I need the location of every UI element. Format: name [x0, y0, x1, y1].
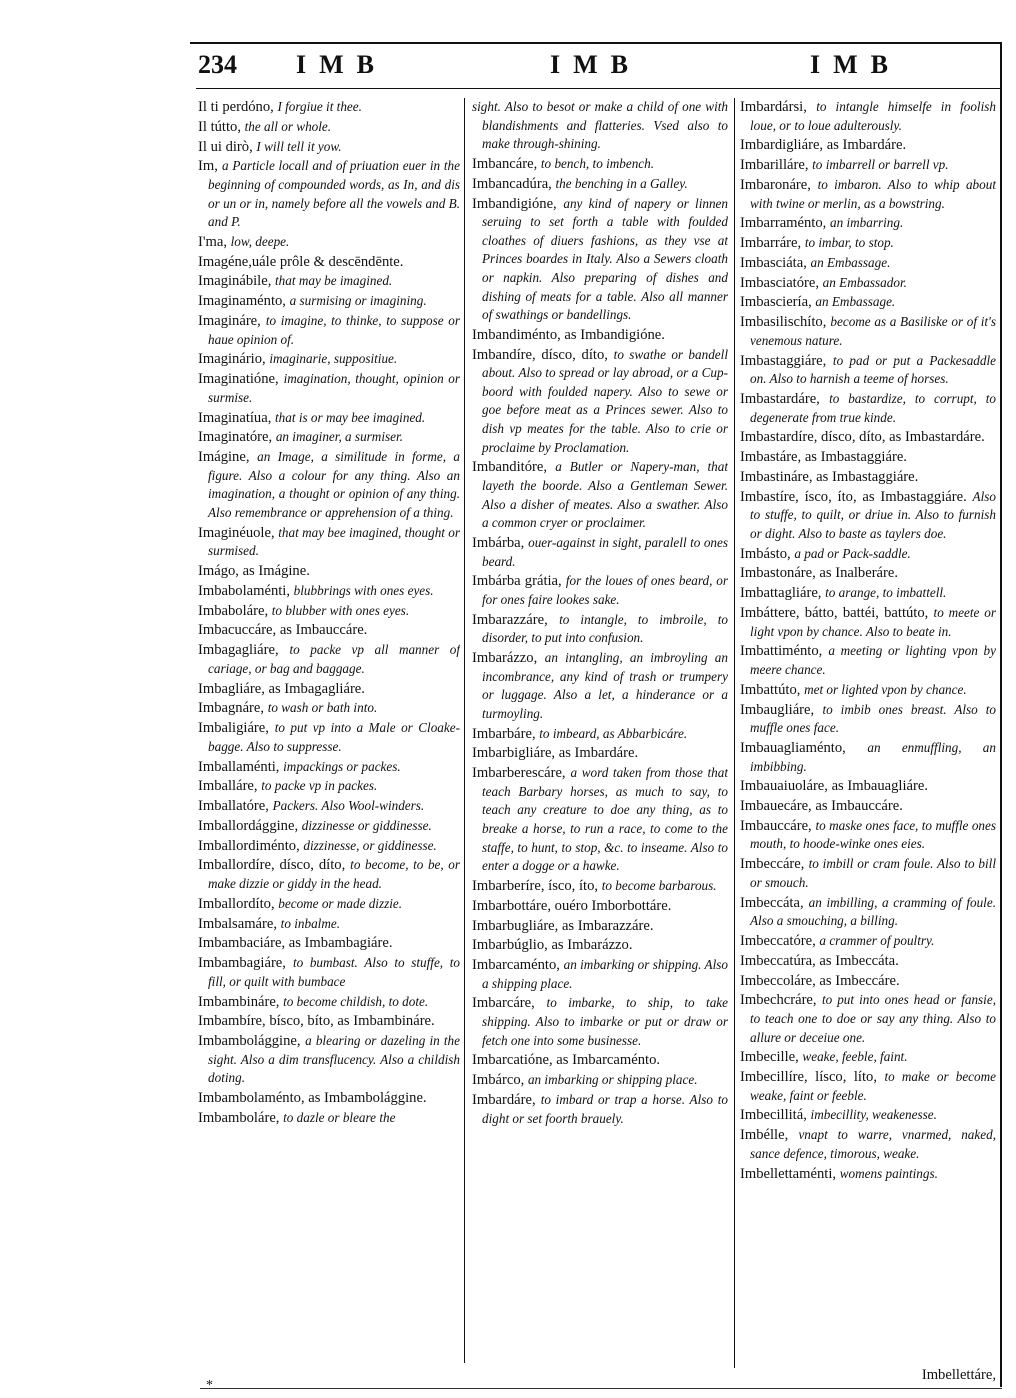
entry-definition: vnapt to warre, vnarmed, naked, sance defence, timorous, weake. [750, 1127, 996, 1161]
entry-headword: Imaginatóre, [198, 429, 273, 446]
entry-definition: to dazle or bleare the [283, 1109, 396, 1125]
dictionary-entry [472, 458, 728, 532]
dictionary-column-3 [740, 98, 996, 1388]
entry-definition: an imbilling, a cramming of foule. Also a smouching, a billing. [750, 894, 996, 929]
entry-definition: blubbrings with ones eyes. [293, 582, 434, 598]
entry-headword: Imbarbigliáre, as Imbardáre. [472, 745, 639, 762]
entry-headword: Imbarcáre, [472, 995, 535, 1012]
column-rule-1 [464, 98, 465, 1363]
dictionary-entry [472, 764, 728, 876]
dictionary-entry [472, 917, 728, 936]
entry-definition: to imbeard, as Abbarbicáre. [539, 725, 688, 741]
dictionary-entry [740, 156, 996, 175]
entry-headword: Il ti perdóno, [198, 99, 274, 115]
entry-headword: Imbandiménto, as Imbandigióne. [472, 326, 665, 343]
entry-headword: Il tútto, [198, 118, 241, 135]
dictionary-entry [740, 972, 996, 991]
entry-definition: an imbarking or shipping. Also a shipping place. [482, 957, 728, 991]
entry-definition: to meete or light vpon by chance. Also to beate in. [750, 605, 996, 639]
entry-headword: Imbattagliáre, [740, 585, 822, 602]
entry-definition: met or lighted vpon by chance. [804, 681, 967, 697]
dictionary-entry [198, 312, 460, 349]
dictionary-entry [740, 817, 996, 854]
dictionary-entry [472, 1071, 728, 1090]
entry-headword: Imbarcatióne, as Imbarcaménto. [472, 1052, 661, 1069]
entry-headword: Imballordíto, [198, 895, 275, 912]
dictionary-entry [740, 545, 996, 564]
entry-headword: Imbarraménto, [740, 215, 827, 232]
dictionary-entry [740, 428, 996, 447]
entry-headword: Imbarbugliáre, as Imbarazzáre. [472, 917, 654, 934]
dictionary-entry [198, 1109, 460, 1128]
dictionary-entry [740, 1106, 996, 1125]
dictionary-entry [472, 956, 728, 993]
entry-headword: Imbarbáre, [472, 725, 536, 742]
entry-headword: Imbarazzáre, [472, 611, 548, 628]
entry-definition: that may bee imagined, thought or surmised. [208, 524, 460, 559]
dictionary-entry [472, 1091, 728, 1128]
dictionary-entry [198, 954, 460, 991]
entry-definition: to packe vp in packes. [261, 778, 378, 794]
entry-definition: any kind of napery or linnen seruing to set forth a table with foulded cloathes of diuers fashions, as they vse at Princes boardes in Italy. Also a Sewers cloath or napkin. Also preparing of dishes and dishing of meats for a table. Also all manner of swathings or bandellings. [482, 195, 728, 323]
entry-headword: Imágine, [198, 449, 250, 466]
entry-headword: Imbecillitá, [740, 1107, 807, 1124]
entry-definition: to intangle himselfe in foolish loue, or to loue adulterously. [750, 99, 996, 133]
dictionary-entry [198, 428, 460, 447]
entry-definition: weake, feeble, faint. [802, 1049, 908, 1065]
dictionary-entry [740, 604, 996, 641]
entry-definition: womens paintings. [839, 1165, 938, 1181]
entry-headword: Imaginatióne, [198, 371, 279, 388]
entry-headword: Imbárba grátia, [472, 573, 562, 590]
entry-headword: I'ma, [198, 233, 227, 250]
dictionary-entry [740, 313, 996, 350]
page-number: 234 [198, 50, 237, 79]
dictionary-entry [198, 699, 460, 718]
dictionary-column-1 [198, 98, 460, 1388]
dictionary-entry [740, 448, 996, 467]
entry-definition: an intangling, an imbroyling an incombrance, any kind of trash or trumpery or luggage. Also a let, a hinderance or a turmoyling. [482, 650, 728, 721]
dictionary-entry [740, 390, 996, 427]
running-head-rule [196, 88, 1000, 89]
dictionary-entry [472, 725, 728, 744]
entry-headword: Imbaugliáre, [740, 701, 815, 718]
entry-headword: Imbarberíre, ísco, íto, [472, 877, 599, 894]
entry-definition: an Embassador. [822, 274, 907, 290]
dictionary-entry [740, 293, 996, 312]
page-border-right [1000, 42, 1002, 1387]
dictionary-entry [740, 1048, 996, 1067]
entry-headword: Imbardáre, [472, 1092, 536, 1108]
entry-headword: Imbaboláre, [198, 602, 269, 619]
entry-headword: Imbarráre, [740, 235, 802, 252]
dictionary-entry [740, 98, 996, 135]
entry-definition: to imbar, to stop. [804, 235, 894, 251]
entry-definition: to put vp into a Male or Cloake-bagge. Also to suppresse. [208, 720, 460, 754]
entry-headword: Imbambíre, bísco, bíto, as Imbambináre. [198, 1013, 435, 1030]
dictionary-entry [472, 1051, 728, 1070]
dictionary-entry [472, 155, 728, 174]
entry-headword: Imbambaciáre, as Imbambagiáre. [198, 935, 393, 952]
dictionary-entry [472, 994, 728, 1050]
dictionary-entry [740, 777, 996, 796]
dictionary-entry [198, 895, 460, 914]
entry-definition: I will tell it yow. [256, 138, 342, 154]
entry-headword: Imballáre, [198, 778, 258, 795]
entry-definition: to imbarke, to ship, to take shipping. Also to imbarke or put or draw or fetch one into some businesse. [482, 995, 728, 1048]
entry-headword: Imbarbúglio, as Imbarázzo. [472, 937, 633, 954]
entry-headword: Imaginábile, [198, 273, 272, 290]
dictionary-entry [198, 817, 460, 836]
dictionary-entry [740, 176, 996, 213]
dictionary-entry [198, 118, 460, 137]
entry-definition: to imbaron. Also to whip about with twine or merlin, as a bowstring. [750, 176, 996, 211]
entry-headword: Imaginaménto, [198, 293, 286, 310]
dictionary-entry [740, 855, 996, 892]
entry-headword: Im, [198, 158, 218, 175]
entry-headword: Imbeccatúra, as Imbeccáta. [740, 952, 899, 969]
entry-definition: an Embassage. [810, 254, 891, 270]
running-head-word-center: IMB [550, 50, 641, 79]
entry-definition: to wash or bath into. [267, 700, 378, 716]
entry-definition: to swathe or bandell about. Also to spread or lay abroad, or a Cup-boord with foulded napery. Also to sewe or goe before meat as a Princes sewer. Also to dish vp meates for the table. Also to crie or proclaime by Proclamation. [482, 346, 728, 455]
entry-definition: imaginarie, suppositiue. [269, 351, 398, 367]
entry-definition: sight. Also to besot or make a child of one with blandishments and flatteries. Vsed also to make through-shining. [472, 99, 728, 152]
entry-definition: ouer-against in sight, paralell to ones beard. [482, 534, 728, 569]
entry-definition: to imbill or cram foule. Also to bill or smouch. [750, 856, 996, 890]
dictionary-entry [198, 292, 460, 311]
dictionary-entry [740, 352, 996, 389]
dictionary-entry [198, 1012, 460, 1031]
entry-headword: Imbandíre, dísco, díto, [472, 346, 608, 363]
entry-definition: to intangle, to imbroile, to disorder, to put into confusion. [482, 611, 728, 646]
entry-headword: Imbacuccáre, as Imbauccáre. [198, 622, 368, 639]
page-border-top [190, 42, 1002, 44]
entry-headword: Imbattiménto, [740, 643, 823, 660]
entry-definition: to imbard or trap a horse. Also to dight or set foorth brauely. [482, 1092, 728, 1126]
dictionary-entry [198, 993, 460, 1012]
dictionary-entry [740, 991, 996, 1047]
entry-definition: a surmising or imagining. [289, 293, 427, 309]
entry-headword: Imbardigliáre, as Imbardáre. [740, 137, 907, 154]
entry-definition: for the loues of ones beard, or for ones faire lookes sake. [482, 573, 728, 607]
entry-definition: a pad or Pack-saddle. [794, 545, 911, 561]
entry-headword: Imbancáre, [472, 155, 538, 172]
entry-headword: Imbanditóre, [472, 459, 547, 476]
dictionary-entry [198, 409, 460, 428]
dictionary-entry [198, 915, 460, 934]
dictionary-entry [740, 468, 996, 487]
dictionary-entry [740, 564, 996, 583]
entry-headword: Imbeccáta, [740, 894, 804, 911]
dictionary-entry [740, 739, 996, 776]
dictionary-entry [198, 524, 460, 561]
entry-headword: Imbárco, [472, 1072, 525, 1089]
entry-headword: Imballatóre, [198, 798, 269, 815]
dictionary-entry [472, 611, 728, 648]
entry-headword: Imballordíre, dísco, díto, [198, 857, 346, 874]
entry-definition: to imagine, to thinke, to suppose or haue opinion of. [208, 313, 460, 347]
entry-headword: Imbandigióne, [472, 195, 557, 212]
dictionary-entry [472, 346, 728, 458]
entry-definition: to bastardize, to corrupt, to degenerate from true kinde. [750, 390, 996, 425]
entry-headword: Imbeccáre, [740, 856, 805, 873]
entry-definition: to bench, to imbench. [540, 155, 655, 171]
dictionary-entry [740, 274, 996, 293]
entry-headword: Imbeccoláre, as Imbeccáre. [740, 972, 900, 989]
entry-headword: Imbellettaménti, [740, 1165, 837, 1182]
entry-definition: an Embassage. [815, 294, 896, 310]
entry-definition: the all or whole. [244, 118, 332, 134]
entry-headword: Imbásto, [740, 545, 791, 562]
entry-headword: Imbastardíre, dísco, díto, as Imbastardáre. [740, 429, 985, 446]
dictionary-entry [472, 98, 728, 154]
entry-definition: to become, to be, or make dizzie or giddy in the head. [208, 857, 460, 891]
running-head-word-left: IMB [296, 50, 387, 79]
entry-definition: a meeting or lighting vpon by meere chance. [750, 643, 996, 677]
entry-headword: Imbauagliaménto, [740, 739, 846, 756]
dictionary-entry [198, 370, 460, 407]
entry-definition: impackings or packes. [283, 758, 401, 774]
dictionary-entry [740, 136, 996, 155]
dictionary-entry [740, 488, 996, 544]
dictionary-entry [198, 233, 460, 252]
dictionary-entry [198, 758, 460, 777]
dictionary-entry [198, 719, 460, 756]
entry-headword: Imballaménti, [198, 758, 280, 775]
entry-definition: the benching in a Galley. [555, 175, 688, 191]
entry-headword: Imaginatíua, [198, 409, 272, 426]
dictionary-entry [198, 1032, 460, 1088]
entry-definition: to imbarrell or barrell vp. [812, 157, 949, 173]
entry-definition: a Particle locall and of priuation euer in the beginning of compounded words, as In, and dis or un or in, namely before all the vowels and B. and P. [208, 158, 460, 230]
entry-headword: Imbastardáre, [740, 390, 820, 407]
dictionary-entry [740, 701, 996, 738]
entry-definition: a blearing or dazeling in the sight. Also a dim transflucency. Also a childish doting. [208, 1033, 460, 1086]
entry-definition: a word taken from those that teach Barbary horses, as much to say, to teach any creature to doe any thing, as to breake a horse, to run a race, to come to the staffe, to hunt, to stop, &c. to inseame. Also to enter a dogge or a hawke. [482, 765, 728, 874]
dictionary-entry [198, 98, 460, 117]
dictionary-entry [198, 138, 460, 157]
dictionary-column-2 [472, 98, 728, 1388]
dictionary-entry [198, 448, 460, 522]
entry-definition: a crammer of poultry. [819, 932, 935, 948]
entry-definition: to become barbarous. [601, 877, 717, 893]
entry-definition: dizzinesse, or giddinesse. [303, 837, 437, 853]
entry-headword: Imbasciáta, [740, 254, 807, 271]
entry-definition: imagination, thought, opinion or surmise. [208, 371, 460, 405]
entry-definition: dizzinesse or giddinesse. [301, 817, 432, 833]
entry-headword: Imbasciatóre, [740, 274, 820, 291]
entry-headword: Imbárba, [472, 534, 525, 551]
dictionary-entry [472, 936, 728, 955]
entry-definition: to blubber with ones eyes. [271, 602, 410, 618]
dictionary-entry [198, 934, 460, 953]
entry-definition: an imbarring. [829, 215, 904, 231]
entry-headword: Imbauaiuoláre, as Imbauagliáre. [740, 778, 929, 795]
dictionary-entry [740, 952, 996, 971]
entry-definition: to pad or put a Packesaddle on. Also to harnish a teeme of horses. [750, 352, 996, 387]
entry-headword: Imbarázzo, [472, 650, 538, 667]
entry-headword: Imbardársi, [740, 99, 807, 115]
dictionary-entry [198, 837, 460, 856]
dictionary-entry [198, 350, 460, 369]
entry-headword: Imbagagliáre, [198, 642, 279, 659]
entry-headword: Imbasilischíto, [740, 314, 827, 331]
entry-definition: to make or become weake, faint or feeble. [750, 1069, 996, 1103]
running-head [196, 50, 1000, 90]
dictionary-entry [472, 572, 728, 609]
entry-headword: Imbalsamáre, [198, 915, 278, 932]
entry-headword: Imagináre, [198, 313, 261, 330]
dictionary-entry [740, 214, 996, 233]
entry-definition: to packe vp all manner of cariage, or bag and baggage. [208, 642, 460, 676]
entry-definition: become as a Basiliske or of it's venemous nature. [750, 314, 996, 348]
dictionary-entry [198, 680, 460, 699]
catchword: Imbellettáre, [921, 1367, 996, 1383]
entry-definition: imbecillity, weakenesse. [810, 1107, 937, 1123]
entry-definition: low, deepe. [230, 233, 290, 249]
dictionary-entry [472, 175, 728, 194]
dictionary-entry [198, 777, 460, 796]
dictionary-entry [198, 562, 460, 581]
signature-mark: * [206, 1378, 213, 1393]
dictionary-entry [198, 253, 460, 272]
entry-headword: Imbarcaménto, [472, 957, 560, 974]
entry-headword: Imbamboláre, [198, 1109, 280, 1126]
entry-definition: I forgiue it thee. [277, 99, 362, 114]
dictionary-entry [198, 1089, 460, 1108]
entry-headword: Imbambagiáre, [198, 955, 286, 972]
dictionary-entry [198, 621, 460, 640]
dictionary-entry [472, 534, 728, 571]
entry-headword: Imballordiménto, [198, 837, 300, 854]
entry-headword: Imbasciería, [740, 294, 812, 311]
entry-headword: Imbastaggiáre, [740, 352, 827, 369]
entry-definition: to maske ones face, to muffle ones mouth, to hoode-winke ones eies. [750, 817, 996, 852]
entry-headword: Imbancadúra, [472, 175, 552, 192]
dictionary-entry [740, 932, 996, 951]
entry-definition: an Image, a similitude in forme, a figure. Also a colour for any thing. Also an imagination, a thought or opinion of any thing. Also remembrance or apprehension of a thing. [208, 449, 460, 520]
entry-headword: Imbechcráre, [740, 992, 817, 1009]
entry-definition: an enmuffling, an imbibbing. [750, 739, 996, 774]
entry-definition: to inbalme. [280, 915, 341, 931]
dictionary-entry [472, 326, 728, 345]
entry-headword: Imbélle, [740, 1127, 789, 1144]
entry-headword: Imbambolággine, [198, 1033, 301, 1050]
entry-headword: Imbauccáre, [740, 817, 812, 834]
entry-definition: to bumbast. Also to stuffe, to fill, or quilt with bumbace [208, 955, 460, 989]
entry-headword: Imbastonáre, as Inalberáre. [740, 565, 899, 582]
dictionary-entry [740, 1126, 996, 1163]
entry-headword: Imbecillíre, lísco, líto, [740, 1069, 877, 1086]
dictionary-entry [740, 584, 996, 603]
entry-headword: Imbecille, [740, 1049, 799, 1066]
entry-headword: Imbattúto, [740, 681, 801, 698]
dictionary-entry [740, 894, 996, 931]
entry-definition: to imbib ones breast. Also to muffle ones face. [750, 701, 996, 736]
dictionary-entry [472, 744, 728, 763]
entry-headword: Imbaligiáre, [198, 720, 269, 737]
entry-headword: Imaginéuole, [198, 524, 275, 541]
dictionary-entry [740, 642, 996, 679]
entry-headword: Imbambináre, [198, 993, 280, 1010]
page-border-bottom [200, 1388, 1002, 1389]
entry-headword: Imágo, as Imágine. [198, 563, 310, 580]
dictionary-entry [472, 877, 728, 896]
column-rule-2 [734, 98, 735, 1368]
entry-headword: Imbabolaménti, [198, 582, 290, 599]
entry-headword: Imbarbottáre, ouéro Imborbottáre. [472, 897, 672, 914]
entry-definition: Packers. Also Wool-winders. [272, 798, 425, 814]
entry-headword: Imbambolaménto, as Imbambolággine. [198, 1090, 427, 1107]
entry-definition: that may be imagined. [275, 273, 393, 289]
dictionary-entry [198, 856, 460, 893]
dictionary-entry [472, 649, 728, 723]
entry-headword: Il ui dirò, [198, 138, 253, 155]
entry-headword: Imbastináre, as Imbastaggiáre. [740, 468, 919, 485]
dictionary-entry [472, 897, 728, 916]
dictionary-entry [740, 234, 996, 253]
entry-definition: that is or may bee imagined. [275, 409, 426, 425]
entry-headword: Imbagliáre, as Imbagagliáre. [198, 680, 365, 697]
entry-definition: an imaginer, a surmiser. [275, 429, 403, 445]
entry-headword: Imbarilláre, [740, 157, 809, 174]
entry-definition: an imbarking or shipping place. [527, 1072, 698, 1088]
entry-definition: a Butler or Napery-man, that layeth the boorde. Also a Gentleman Sewer. Also a disher of meates. Also a swather. Also a common cryer or proclaimer. [482, 459, 728, 531]
dictionary-entry [740, 681, 996, 700]
entry-headword: Imagéne,uále prôle & descēndēnte. [198, 253, 404, 270]
entry-headword: Imbauecáre, as Imbauccáre. [740, 798, 903, 815]
dictionary-entry [472, 195, 728, 325]
dictionary-entry [740, 254, 996, 273]
entry-definition: to become childish, to dote. [283, 993, 429, 1009]
dictionary-entry [198, 157, 460, 231]
entry-headword: Imbaronáre, [740, 176, 811, 193]
entry-headword: Imbastáre, as Imbastaggiáre. [740, 449, 907, 466]
entry-definition: to put into ones head or fansie, to teach one to doe or say any thing. Also to allure or deceiue one. [750, 992, 996, 1045]
dictionary-entry [198, 797, 460, 816]
entry-headword: Imbeccatóre, [740, 932, 816, 949]
running-head-word-right: IMB [810, 50, 901, 79]
entry-headword: Imbastíre, ísco, íto, as Imbastaggiáre. [740, 488, 967, 505]
dictionary-entry [198, 272, 460, 291]
dictionary-entry [740, 1068, 996, 1105]
entry-headword: Imbarberescáre, [472, 765, 566, 782]
entry-definition: to arange, to imbattell. [825, 585, 947, 601]
dictionary-entry [198, 602, 460, 621]
dictionary-entry [740, 1165, 996, 1184]
dictionary-entry [198, 582, 460, 601]
entry-definition: become or made dizzie. [278, 895, 403, 911]
entry-headword: Imbagnáre, [198, 700, 265, 717]
entry-headword: Imaginário, [198, 351, 266, 368]
dictionary-entry [198, 641, 460, 678]
entry-headword: Imbáttere, bátto, battéi, battúto, [740, 605, 929, 621]
entry-definition: Also to stuffe, to quilt, or driue in. Also to furnish or dight. Also to baste as taylers doe. [750, 488, 996, 541]
entry-headword: Imballordággine, [198, 817, 299, 834]
dictionary-entry [740, 797, 996, 816]
